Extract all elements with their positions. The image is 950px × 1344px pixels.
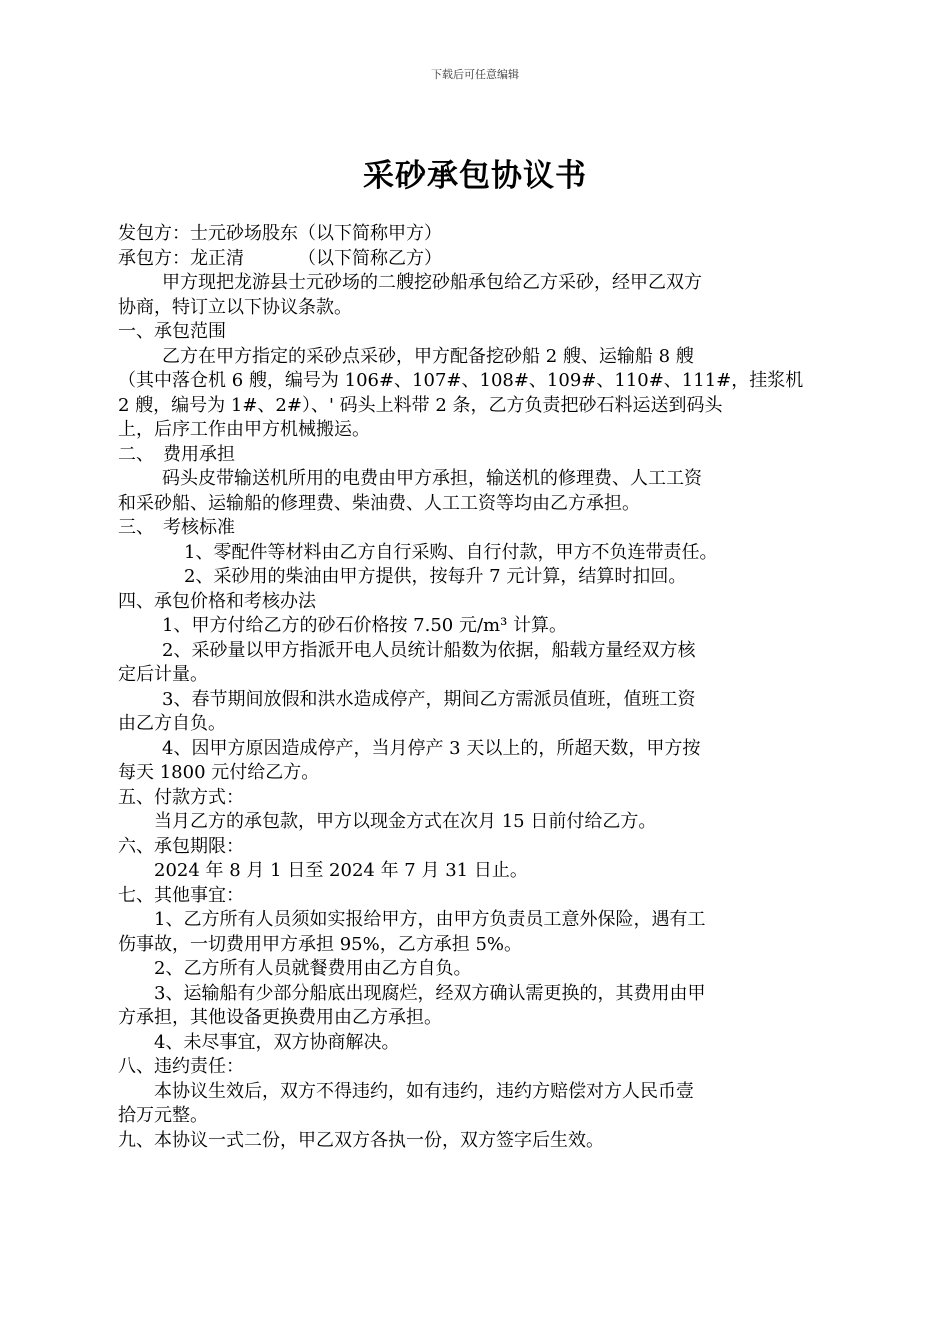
document-body (118, 222, 834, 1153)
section-heading: 一、承包范围 (118, 321, 226, 342)
intro-line: 协商，特订立以下协议条款。 (118, 296, 352, 318)
section-text: 3、运输船有少部分船底出现腐烂，经双方确认需更换的，其费用由甲 (154, 982, 706, 1004)
party-b: 承包方：龙正清 （以下简称乙方） (118, 247, 442, 269)
section-heading: 六、承包期限： (118, 835, 244, 857)
section-text: 4、因甲方原因造成停产，当月停产 3 天以上的，所超天数，甲方按 (162, 737, 701, 759)
section-heading: 九、本协议一式二份，甲乙双方各执一份，双方签字后生效。 (118, 1129, 604, 1151)
section-text: 定后计量。 (118, 664, 208, 685)
section-heading: 五、付款方式： (118, 786, 244, 808)
section-text: 当月乙方的承包款，甲方以现金方式在次月 15 日前付给乙方。 (154, 811, 657, 832)
section-text: 2、采砂量以甲方指派开电人员统计船数为依据，船载方量经双方核 (162, 639, 696, 661)
section-text: 1、甲方付给乙方的砂石价格按 7.50 元/m³ 计算。 (162, 615, 568, 636)
section-text: 每天 1800 元付给乙方。 (118, 762, 320, 783)
section-heading: 四、承包价格和考核办法 (118, 590, 316, 612)
section-text: 方承担，其他设备更换费用由乙方承担。 (118, 1007, 442, 1028)
section-text: 伤事故，一切费用甲方承担 95%，乙方承担 5%。 (118, 933, 523, 955)
section-text: 码头皮带输送机所用的电费由甲方承担，输送机的修理费、人工工资 (162, 468, 702, 489)
header-note: 下载后可任意编辑 (431, 68, 519, 81)
section-text: 3、春节期间放假和洪水造成停产，期间乙方需派员值班，值班工资 (162, 688, 696, 710)
section-heading: 八、违约责任： (118, 1056, 244, 1077)
section-text: 上，后序工作由甲方机械搬运。 (118, 419, 370, 440)
party-a: 发包方：士元砂场股东（以下简称甲方） (118, 223, 442, 244)
section-heading: 三、 考核标准 (118, 517, 235, 538)
section-text: 由乙方自负。 (118, 713, 226, 734)
section-text: 2、采砂用的柴油由甲方提供，按每升 7 元计算，结算时扣回。 (184, 566, 687, 587)
section-text: 和采砂船、运输船的修理费、柴油费、人工工资等均由乙方承担。 (118, 492, 640, 514)
section-text: 2 艘，编号为 1#、2#）、' 码头上料带 2 条，乙方负责把砂石料运送到码头 (118, 394, 723, 416)
section-text: 1、零配件等材料由乙方自行采购、自行付款，甲方不负连带责任。 (184, 541, 718, 563)
section-text: 2024 年 8 月 1 日至 2024 年 7 月 31 日止。 (154, 860, 528, 881)
section-text: 1、乙方所有人员须如实报给甲方，由甲方负责员工意外保险，遇有工 (154, 909, 706, 930)
section-text: 本协议生效后，双方不得违约，如有违约，违约方赔偿对方人民币壹 (154, 1080, 694, 1102)
section-text: 乙方在甲方指定的采砂点采砂，甲方配备挖砂船 2 艘、运输船 8 艘 (162, 345, 694, 367)
section-text: 4、未尽事宜，双方协商解决。 (154, 1031, 400, 1053)
section-text: （其中落仓机 6 艘，编号为 106#、107#、108#、109#、110#、111#，挂浆机 (118, 370, 804, 391)
section-text: 拾万元整。 (118, 1105, 208, 1126)
section-text: 2、乙方所有人员就餐费用由乙方自负。 (154, 958, 472, 979)
section-heading: 七、其他事宜： (118, 884, 244, 906)
section-heading: 二、 费用承担 (118, 443, 235, 465)
document-title: 采砂承包协议书 (363, 158, 587, 194)
intro-line: 甲方现把龙游县士元砂场的二艘挖砂船承包给乙方采砂，经甲乙双方 (162, 272, 702, 293)
